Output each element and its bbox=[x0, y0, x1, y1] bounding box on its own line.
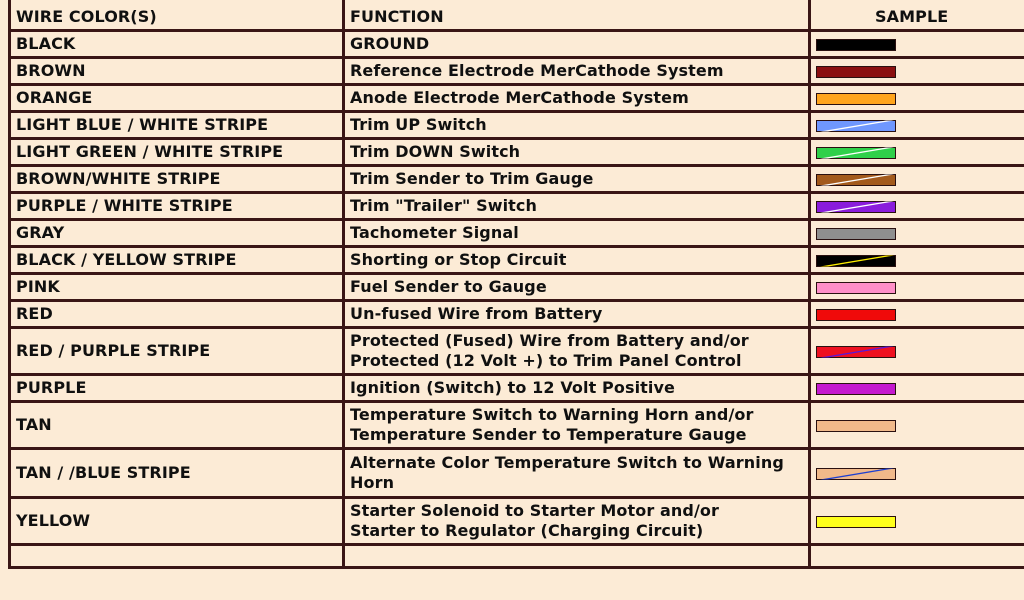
table-row bbox=[10, 449, 1024, 498]
table-row bbox=[10, 545, 1024, 568]
table-row bbox=[10, 274, 1024, 301]
sample-cell bbox=[810, 328, 1024, 375]
sample-cell bbox=[810, 58, 1024, 85]
wire-sample-swatch bbox=[816, 309, 896, 321]
wire-sample-swatch bbox=[816, 282, 896, 294]
table-row bbox=[10, 301, 1024, 328]
wire-color-cell: BROWN bbox=[10, 58, 344, 85]
wire-color-cell: TAN / /BLUE STRIPE bbox=[10, 449, 344, 498]
table-row bbox=[10, 85, 1024, 112]
table-row bbox=[10, 402, 1024, 449]
wire-sample-swatch bbox=[816, 468, 896, 480]
wire-sample-swatch bbox=[816, 174, 896, 186]
sample-cell bbox=[810, 220, 1024, 247]
wire-color-cell: RED / PURPLE STRIPE bbox=[10, 328, 344, 375]
wire-color-cell: BLACK bbox=[10, 31, 344, 58]
table-row bbox=[10, 139, 1024, 166]
table-row bbox=[10, 112, 1024, 139]
wire-color-cell: LIGHT BLUE / WHITE STRIPE bbox=[10, 112, 344, 139]
wire-sample-swatch bbox=[816, 255, 896, 267]
header-function: FUNCTION bbox=[344, 0, 810, 31]
table-row bbox=[10, 166, 1024, 193]
header-wire-color: WIRE COLOR(S) bbox=[10, 0, 344, 31]
sample-cell bbox=[810, 112, 1024, 139]
sample-cell bbox=[810, 247, 1024, 274]
wire-color-cell: PURPLE bbox=[10, 375, 344, 402]
wire-color-cell: YELLOW bbox=[10, 498, 344, 545]
wire-color-cell: TAN bbox=[10, 402, 344, 449]
function-cell: Protected (Fused) Wire from Battery and/or Protected (12 Volt +) to Trim Panel Control bbox=[344, 328, 810, 375]
wire-sample-swatch bbox=[816, 516, 896, 528]
function-cell: GROUND bbox=[344, 31, 810, 58]
table-row bbox=[10, 375, 1024, 402]
empty-cell bbox=[344, 545, 810, 568]
table-row bbox=[10, 328, 1024, 375]
sample-cell bbox=[810, 498, 1024, 545]
wire-sample-swatch bbox=[816, 228, 896, 240]
wire-color-cell: GRAY bbox=[10, 220, 344, 247]
sample-cell bbox=[810, 375, 1024, 402]
function-cell: Trim Sender to Trim Gauge bbox=[344, 166, 810, 193]
wire-color-cell: ORANGE bbox=[10, 85, 344, 112]
wire-color-cell: PINK bbox=[10, 274, 344, 301]
wire-sample-swatch bbox=[816, 420, 896, 432]
header-sample: SAMPLE bbox=[810, 0, 1024, 31]
sample-cell bbox=[810, 139, 1024, 166]
sample-cell bbox=[810, 274, 1024, 301]
table-header-row bbox=[10, 0, 1024, 31]
table-row bbox=[10, 193, 1024, 220]
wire-sample-swatch bbox=[816, 39, 896, 51]
function-cell: Starter Solenoid to Starter Motor and/or Starter to Regulator (Charging Circuit) bbox=[344, 498, 810, 545]
wire-sample-swatch bbox=[816, 66, 896, 78]
wire-color-cell: BROWN/WHITE STRIPE bbox=[10, 166, 344, 193]
empty-cell bbox=[10, 545, 344, 568]
function-cell: Trim UP Switch bbox=[344, 112, 810, 139]
wire-color-table bbox=[8, 0, 1024, 569]
wire-sample-swatch bbox=[816, 383, 896, 395]
table-row bbox=[10, 498, 1024, 545]
wire-sample-swatch bbox=[816, 201, 896, 213]
table-row bbox=[10, 247, 1024, 274]
function-cell: Anode Electrode MerCathode System bbox=[344, 85, 810, 112]
sample-cell bbox=[810, 31, 1024, 58]
wire-sample-swatch bbox=[816, 147, 896, 159]
wire-sample-swatch bbox=[816, 120, 896, 132]
table-row bbox=[10, 31, 1024, 58]
sample-cell bbox=[810, 85, 1024, 112]
wire-sample-swatch bbox=[816, 93, 896, 105]
wire-color-cell: LIGHT GREEN / WHITE STRIPE bbox=[10, 139, 344, 166]
function-cell: Trim "Trailer" Switch bbox=[344, 193, 810, 220]
function-cell: Reference Electrode MerCathode System bbox=[344, 58, 810, 85]
sample-cell bbox=[810, 193, 1024, 220]
function-cell: Temperature Switch to Warning Horn and/or Temperature Sender to Temperature Gauge bbox=[344, 402, 810, 449]
sample-cell bbox=[810, 449, 1024, 498]
table-row bbox=[10, 58, 1024, 85]
wire-color-cell: PURPLE / WHITE STRIPE bbox=[10, 193, 344, 220]
function-cell: Alternate Color Temperature Switch to Warning Horn bbox=[344, 449, 810, 498]
function-cell: Fuel Sender to Gauge bbox=[344, 274, 810, 301]
sample-cell bbox=[810, 402, 1024, 449]
wire-color-cell: BLACK / YELLOW STRIPE bbox=[10, 247, 344, 274]
function-cell: Shorting or Stop Circuit bbox=[344, 247, 810, 274]
function-cell: Ignition (Switch) to 12 Volt Positive bbox=[344, 375, 810, 402]
function-cell: Un-fused Wire from Battery bbox=[344, 301, 810, 328]
table-row bbox=[10, 220, 1024, 247]
empty-cell bbox=[810, 545, 1024, 568]
function-cell: Trim DOWN Switch bbox=[344, 139, 810, 166]
table-body bbox=[10, 31, 1024, 568]
wire-color-cell: RED bbox=[10, 301, 344, 328]
wire-sample-swatch bbox=[816, 346, 896, 358]
sample-cell bbox=[810, 301, 1024, 328]
sample-cell bbox=[810, 166, 1024, 193]
function-cell: Tachometer Signal bbox=[344, 220, 810, 247]
